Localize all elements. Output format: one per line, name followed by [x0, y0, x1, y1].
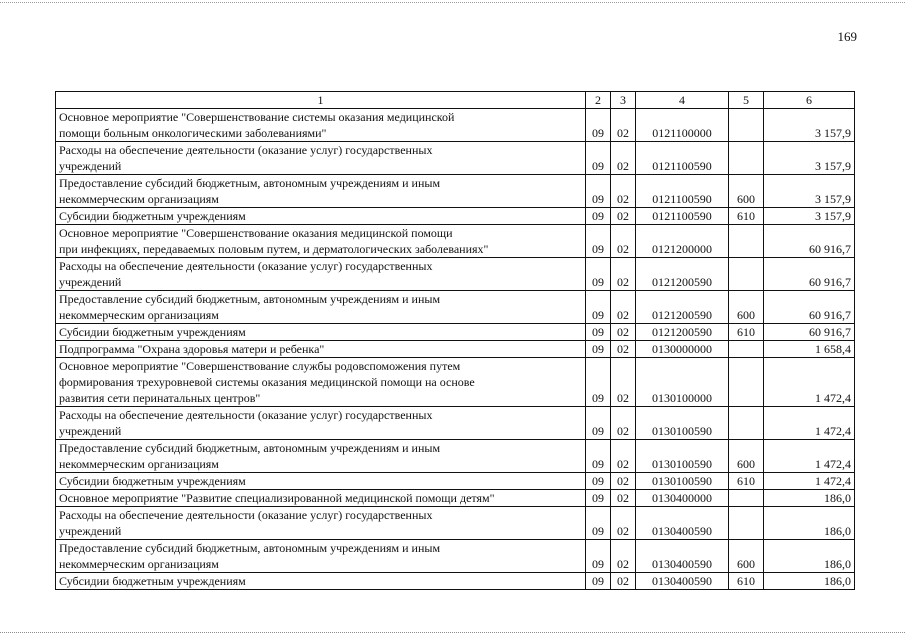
row-section-code: 09 [586, 225, 611, 258]
row-target-article-code: 0130100590 [636, 473, 729, 490]
table-row [56, 473, 855, 490]
row-subsection-code: 02 [611, 341, 636, 358]
row-expense-type-code [729, 109, 764, 142]
row-expense-type-code [729, 358, 764, 407]
row-target-article-code: 0121200000 [636, 225, 729, 258]
table-row [56, 407, 855, 440]
row-name-line: Основное мероприятие "Совершенствование службы родовспоможения путем [59, 359, 461, 373]
row-name-line: некоммерческим организациям [59, 557, 219, 571]
table-row [56, 440, 855, 473]
row-subsection-code: 02 [611, 473, 636, 490]
row-target-article-code: 0130400590 [636, 540, 729, 573]
row-name [56, 291, 586, 324]
table-row [56, 540, 855, 573]
row-subsection-code: 02 [611, 142, 636, 175]
row-section-code: 09 [586, 440, 611, 473]
row-subsection-code: 02 [611, 540, 636, 573]
row-name [56, 175, 586, 208]
row-name-line: Расходы на обеспечение деятельности (оказание услуг) государственных [59, 259, 433, 273]
row-name-line: помощи больным онкологическими заболеваниями" [59, 126, 327, 140]
row-name-line: Основное мероприятие "Развитие специализированной медицинской помощи детям" [59, 491, 495, 505]
row-amount: 186,0 [764, 540, 855, 573]
header-col-4: 4 [636, 92, 729, 109]
row-subsection-code: 02 [611, 324, 636, 341]
row-name [56, 507, 586, 540]
row-name-line: развития сети перинатальных центров" [59, 391, 261, 405]
row-name-line: при инфекциях, передаваемых половым путем, и дерматологических заболеваниях" [59, 242, 489, 256]
row-name-line: учреждений [59, 275, 122, 289]
row-name [56, 324, 586, 341]
row-section-code: 09 [586, 507, 611, 540]
row-name-line: некоммерческим организациям [59, 457, 219, 471]
row-name-line: Предоставление субсидий бюджетным, автономным учреждениям и иным [59, 441, 441, 455]
table-body [56, 109, 855, 590]
row-name-line: Основное мероприятие "Совершенствование оказания медицинской помощи [59, 226, 453, 240]
row-target-article-code: 0130400000 [636, 490, 729, 507]
row-name-line: Подпрограмма "Охрана здоровья матери и ребенка" [59, 342, 325, 356]
row-expense-type-code [729, 490, 764, 507]
row-section-code: 09 [586, 324, 611, 341]
row-subsection-code: 02 [611, 225, 636, 258]
row-subsection-code: 02 [611, 358, 636, 407]
header-col-1: 1 [56, 92, 586, 109]
row-target-article-code: 0121200590 [636, 291, 729, 324]
row-target-article-code: 0130100590 [636, 407, 729, 440]
row-amount: 186,0 [764, 507, 855, 540]
row-expense-type-code [729, 507, 764, 540]
row-subsection-code: 02 [611, 440, 636, 473]
row-section-code: 09 [586, 109, 611, 142]
table-row [56, 324, 855, 341]
row-name [56, 358, 586, 407]
header-col-5: 5 [729, 92, 764, 109]
row-expense-type-code: 600 [729, 540, 764, 573]
scan-top-edge [0, 2, 905, 3]
table-row [56, 291, 855, 324]
row-amount: 1 472,4 [764, 407, 855, 440]
row-name-line: Основное мероприятие "Совершенствование системы оказания медицинской [59, 110, 455, 124]
page-number: 169 [837, 29, 857, 44]
row-name [56, 225, 586, 258]
row-amount: 60 916,7 [764, 225, 855, 258]
table-header-row [56, 92, 855, 109]
row-subsection-code: 02 [611, 109, 636, 142]
row-expense-type-code: 600 [729, 291, 764, 324]
row-expense-type-code: 610 [729, 473, 764, 490]
row-amount: 1 472,4 [764, 473, 855, 490]
row-amount: 1 472,4 [764, 358, 855, 407]
row-name-line: учреждений [59, 159, 122, 173]
row-amount: 1 472,4 [764, 440, 855, 473]
row-amount: 60 916,7 [764, 258, 855, 291]
row-amount: 60 916,7 [764, 324, 855, 341]
row-name-line: некоммерческим организациям [59, 308, 219, 322]
row-subsection-code: 02 [611, 258, 636, 291]
row-name-line: Предоставление субсидий бюджетным, автономным учреждениям и иным [59, 541, 441, 555]
header-col-6: 6 [764, 92, 855, 109]
row-amount: 3 157,9 [764, 208, 855, 225]
row-section-code: 09 [586, 341, 611, 358]
row-expense-type-code: 610 [729, 208, 764, 225]
row-section-code: 09 [586, 208, 611, 225]
row-expense-type-code: 600 [729, 440, 764, 473]
row-expense-type-code [729, 407, 764, 440]
table-row [56, 573, 855, 590]
row-section-code: 09 [586, 175, 611, 208]
row-expense-type-code [729, 341, 764, 358]
row-section-code: 09 [586, 490, 611, 507]
row-expense-type-code: 610 [729, 573, 764, 590]
table-row [56, 490, 855, 507]
row-target-article-code: 0130100000 [636, 358, 729, 407]
row-name [56, 407, 586, 440]
table-row [56, 109, 855, 142]
row-amount: 3 157,9 [764, 142, 855, 175]
row-name-line: формирования трехуровневой системы оказания медицинской помощи на основе [59, 375, 475, 389]
row-section-code: 09 [586, 540, 611, 573]
row-name [56, 473, 586, 490]
row-target-article-code: 0130400590 [636, 573, 729, 590]
row-amount: 60 916,7 [764, 291, 855, 324]
header-col-3: 3 [611, 92, 636, 109]
row-section-code: 09 [586, 407, 611, 440]
row-name-line: Расходы на обеспечение деятельности (оказание услуг) государственных [59, 408, 433, 422]
row-name [56, 540, 586, 573]
table-row [56, 142, 855, 175]
row-name [56, 573, 586, 590]
row-target-article-code: 0121100000 [636, 109, 729, 142]
row-target-article-code: 0130100590 [636, 440, 729, 473]
row-amount: 186,0 [764, 490, 855, 507]
row-name [56, 142, 586, 175]
row-target-article-code: 0121100590 [636, 175, 729, 208]
row-amount: 1 658,4 [764, 341, 855, 358]
row-name-line: учреждений [59, 524, 122, 538]
row-target-article-code: 0121200590 [636, 324, 729, 341]
row-expense-type-code: 610 [729, 324, 764, 341]
row-name-line: Субсидии бюджетным учреждениям [59, 209, 246, 223]
row-expense-type-code [729, 225, 764, 258]
row-name-line: Расходы на обеспечение деятельности (оказание услуг) государственных [59, 508, 433, 522]
table-row [56, 507, 855, 540]
row-name-line: Предоставление субсидий бюджетным, автономным учреждениям и иным [59, 176, 441, 190]
row-subsection-code: 02 [611, 490, 636, 507]
row-amount: 3 157,9 [764, 175, 855, 208]
row-subsection-code: 02 [611, 208, 636, 225]
row-target-article-code: 0121100590 [636, 208, 729, 225]
row-target-article-code: 0121100590 [636, 142, 729, 175]
row-name-line: Предоставление субсидий бюджетным, автономным учреждениям и иным [59, 292, 441, 306]
table-row [56, 358, 855, 407]
row-name [56, 490, 586, 507]
row-expense-type-code [729, 142, 764, 175]
row-name-line: учреждений [59, 424, 122, 438]
table-row [56, 208, 855, 225]
row-section-code: 09 [586, 258, 611, 291]
table-row [56, 258, 855, 291]
row-section-code: 09 [586, 291, 611, 324]
row-subsection-code: 02 [611, 291, 636, 324]
scan-bottom-edge [0, 632, 905, 633]
row-target-article-code: 0130000000 [636, 341, 729, 358]
row-expense-type-code [729, 258, 764, 291]
row-subsection-code: 02 [611, 407, 636, 440]
row-name-line: некоммерческим организациям [59, 192, 219, 206]
row-name-line: Субсидии бюджетным учреждениям [59, 325, 246, 339]
table-row [56, 225, 855, 258]
row-target-article-code: 0130400590 [636, 507, 729, 540]
row-section-code: 09 [586, 473, 611, 490]
row-subsection-code: 02 [611, 573, 636, 590]
row-section-code: 09 [586, 142, 611, 175]
row-amount: 186,0 [764, 573, 855, 590]
row-section-code: 09 [586, 358, 611, 407]
row-name [56, 109, 586, 142]
row-name-line: Субсидии бюджетным учреждениям [59, 574, 246, 588]
row-subsection-code: 02 [611, 507, 636, 540]
row-section-code: 09 [586, 573, 611, 590]
row-name [56, 440, 586, 473]
row-target-article-code: 0121200590 [636, 258, 729, 291]
row-name-line: Расходы на обеспечение деятельности (оказание услуг) государственных [59, 143, 433, 157]
row-subsection-code: 02 [611, 175, 636, 208]
table-row [56, 175, 855, 208]
row-name-line: Субсидии бюджетным учреждениям [59, 474, 246, 488]
row-name [56, 341, 586, 358]
row-amount: 3 157,9 [764, 109, 855, 142]
budget-table [55, 91, 855, 590]
header-col-2: 2 [586, 92, 611, 109]
table-row [56, 341, 855, 358]
row-expense-type-code: 600 [729, 175, 764, 208]
row-name [56, 258, 586, 291]
row-name [56, 208, 586, 225]
